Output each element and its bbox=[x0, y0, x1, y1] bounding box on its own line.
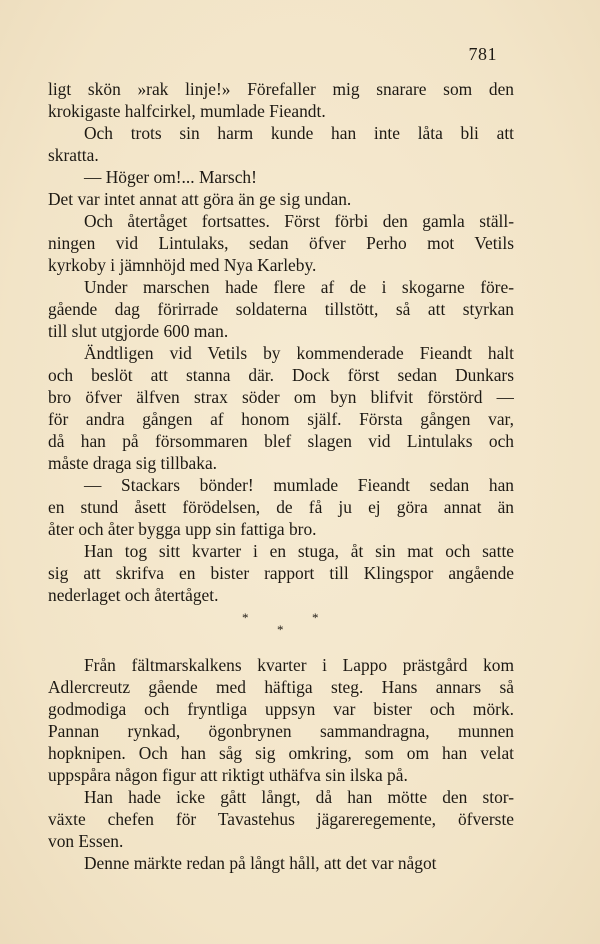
paragraph bbox=[48, 654, 514, 786]
text-line: — Höger om!... Marsch! bbox=[84, 167, 257, 187]
paragraph bbox=[48, 166, 514, 188]
text-line: — Stackars bönder! mumlade Fieandt sedan han bbox=[84, 475, 514, 495]
text-line: ligt skön »rak linje!» Förefaller mig snarare som den bbox=[48, 79, 514, 99]
paragraph bbox=[48, 786, 514, 852]
text-line: sig att skrifva en bister rapport till Klingspor angående bbox=[48, 563, 514, 583]
paragraph bbox=[48, 188, 514, 210]
text-block-upper bbox=[48, 78, 514, 606]
text-line: Pannan rynkad, ögonbrynen sammandragna, munnen bbox=[48, 721, 514, 741]
text-line: Denne märkte redan på långt håll, att det var något bbox=[84, 853, 437, 873]
text-line: Från fältmarskalkens kvarter i Lappo prästgård kom bbox=[84, 655, 514, 675]
text-line: Och återtåget fortsattes. Först förbi den gamla ställ- bbox=[84, 211, 514, 231]
text-line: Han tog sitt kvarter i en stuga, åt sin mat och satte bbox=[84, 541, 514, 561]
paragraph bbox=[48, 474, 514, 540]
text-line: växte chefen för Tavastehus jägareregemente, öfverste bbox=[48, 809, 514, 829]
separator-asterisk: * bbox=[277, 622, 284, 637]
paragraph bbox=[48, 342, 514, 474]
paragraph bbox=[48, 540, 514, 606]
text-line: Och trots sin harm kunde han inte låta bli att bbox=[84, 123, 514, 143]
text-line: Adlercreutz gående med häftiga steg. Hans annars så bbox=[48, 677, 514, 697]
text-line: en stund åsett förödelsen, de få ju ej göra annat än bbox=[48, 497, 514, 517]
text-line: bro öfver älfven strax söder om byn blifvit förstörd — bbox=[48, 387, 514, 407]
text-line: måste draga sig tillbaka. bbox=[48, 453, 218, 473]
text-line: då han på försommaren blef slagen vid Lintulaks och bbox=[48, 431, 514, 451]
text-line: kyrkoby i jämnhöjd med Nya Karleby. bbox=[48, 255, 317, 275]
paragraph bbox=[48, 276, 514, 342]
paragraph bbox=[48, 122, 514, 166]
separator-asterisk: * bbox=[312, 610, 319, 625]
page-number: 781 bbox=[468, 44, 497, 64]
text-line: Det var intet annat att göra än ge sig undan. bbox=[48, 189, 352, 209]
text-line: och beslöt att stanna där. Dock först sedan Dunkars bbox=[48, 365, 514, 385]
paragraph bbox=[48, 210, 514, 276]
section-separator bbox=[230, 608, 330, 638]
text-line: nederlaget och återtåget. bbox=[48, 585, 219, 605]
text-line: hopknipen. Och han såg sig omkring, som om han velat bbox=[48, 743, 514, 763]
text-line: ningen vid Lintulaks, sedan öfver Perho mot Vetils bbox=[48, 233, 514, 253]
text-line: von Essen. bbox=[48, 831, 124, 851]
text-block-lower bbox=[48, 654, 514, 874]
text-line: Ändtligen vid Vetils by kommenderade Fieandt halt bbox=[84, 343, 514, 363]
paragraph bbox=[48, 852, 514, 874]
text-line: till slut utgjorde 600 man. bbox=[48, 321, 229, 341]
text-line: gående dag förirrade soldaterna tillstött, så att styrkan bbox=[48, 299, 514, 319]
text-line: Under marschen hade flere af de i skogarne före- bbox=[84, 277, 514, 297]
separator-asterisk: * bbox=[242, 610, 249, 625]
text-line: godmodiga och fryntliga uppsyn var bister och mörk. bbox=[48, 699, 514, 719]
text-line: Han hade icke gått långt, då han mötte den stor- bbox=[84, 787, 514, 807]
text-line: åter och åter bygga upp sin fattiga bro. bbox=[48, 519, 317, 539]
text-line: krokigaste halfcirkel, mumlade Fieandt. bbox=[48, 101, 326, 121]
paragraph bbox=[48, 78, 514, 122]
text-line: för andra gången af honom själf. Första gången var, bbox=[48, 409, 514, 429]
text-line: skratta. bbox=[48, 145, 99, 165]
text-line: uppspåra någon figur att riktigt uthäfva sin ilska på. bbox=[48, 765, 408, 785]
